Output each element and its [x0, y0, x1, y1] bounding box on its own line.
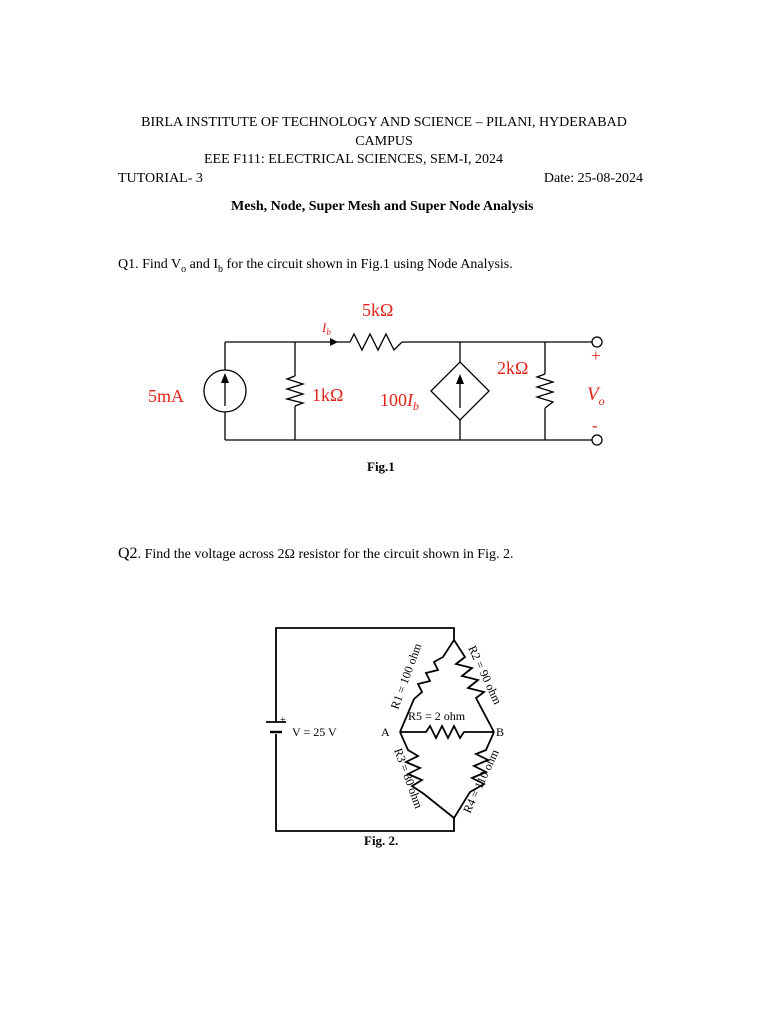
fig2-battery-plus: +: [280, 715, 286, 726]
fig1-circuit: [140, 288, 624, 460]
institute-line-2: CAMPUS: [355, 134, 413, 149]
fig1-resistor-2k: [537, 374, 553, 408]
fig2-label-r5: R5 = 2 ohm: [408, 709, 466, 723]
fig1-resistor-5k: [350, 334, 402, 350]
fig2-node-a: A: [381, 725, 390, 739]
topic-heading: Mesh, Node, Super Mesh and Super Node Analysis: [231, 199, 534, 214]
fig2-battery-label: V = 25 V: [292, 725, 337, 739]
fig2-node-b: B: [496, 725, 505, 739]
fig2-circuit: [258, 622, 520, 834]
fig2-label-r4: R4 = 110 ohm: [460, 747, 502, 816]
tutorial-date: Date: 25-08-2024: [543, 171, 643, 186]
fig2-label-r2: R2 = 90 ohm: [465, 643, 505, 707]
fig2-label-r3: R3 = 80 ohm: [391, 746, 426, 811]
fig1-label-dep: $100I_b$: [380, 390, 419, 413]
fig1-label-5k: 5kΩ: [362, 300, 394, 320]
fig1-label-ib: $I_b$: [322, 320, 331, 337]
fig2-bottom-wire: [276, 734, 454, 831]
course-title: EEE F111: ELECTRICAL SCIENCES, SEM-I, 2024: [204, 152, 504, 167]
fig2-resistor-r5: [400, 726, 494, 738]
fig2-label-r1: R1 = 100 ohm: [387, 641, 425, 712]
fig1-label-1k: 1kΩ: [312, 385, 344, 405]
institute-line-1: BIRLA INSTITUTE OF TECHNOLOGY AND SCIENCE – PILANI, HYDERABAD: [141, 115, 627, 130]
fig1-label-plus: +: [591, 346, 601, 365]
fig1-label-minus: -: [592, 416, 598, 435]
fig2-caption: Fig. 2.: [364, 833, 399, 848]
fig1-resistor-1k: [287, 376, 303, 406]
q2-text: Q2. Find the voltage across 2Ω resistor for the circuit shown in Fig. 2.: [118, 545, 514, 562]
fig1-label-5ma: 5mA: [148, 386, 184, 406]
fig1-label-vo: $V_o$: [587, 384, 605, 408]
q1-text: Q1. Find $V_o$ and $I_b$ for the circuit shown in Fig.1 using Node Analysis.: [118, 257, 513, 275]
fig1-label-2k: 2kΩ: [497, 358, 529, 378]
fig1-terminal-bottom: [592, 435, 602, 445]
fig1-caption: Fig.1: [367, 459, 395, 474]
tutorial-number: TUTORIAL- 3: [118, 171, 203, 186]
fig1-current-arrow: [330, 338, 338, 346]
